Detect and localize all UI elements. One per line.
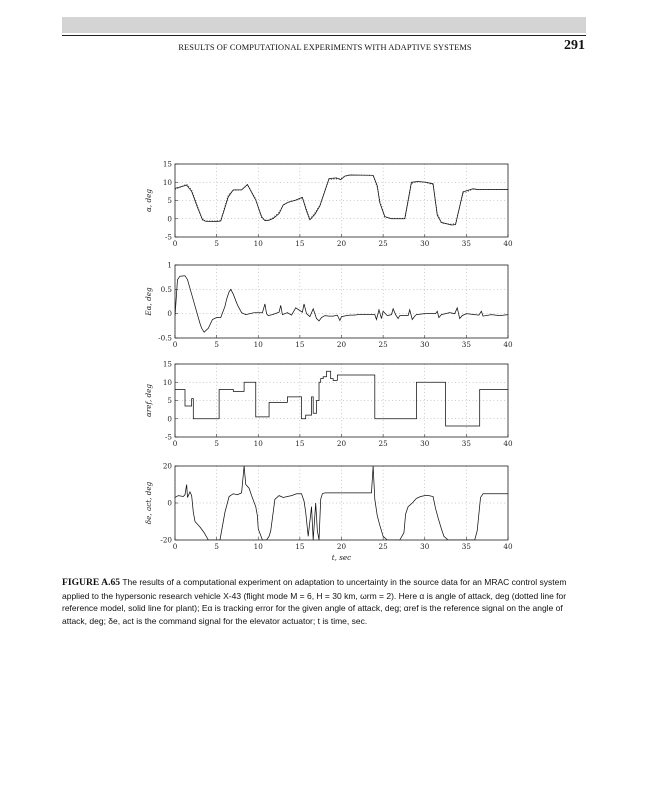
plot3-xtick-label: 0 — [172, 439, 178, 448]
plot2-xtick-label: 30 — [420, 340, 430, 349]
plot4-xtick-label: 30 — [420, 542, 430, 551]
plot3-xtick-label: 35 — [461, 439, 471, 448]
plot3-ytick-label: 10 — [162, 377, 172, 387]
plot1-xtick-label: 0 — [172, 239, 178, 248]
plot3-series-main — [175, 371, 508, 426]
page-number: 291 — [564, 38, 585, 53]
plot4-ytick-label: -20 — [160, 535, 172, 545]
plot2-ytick-label: 1 — [167, 260, 172, 270]
plot1-xtick-label: 20 — [336, 239, 347, 248]
plot2-xtick-label: 5 — [214, 340, 219, 349]
plot2-xtick-label: 20 — [336, 340, 347, 349]
plot1-xtick-label: 25 — [378, 239, 388, 248]
plot1-xtick-label: 10 — [253, 239, 263, 248]
plot1-ytick-label: 15 — [162, 159, 172, 169]
plot3-ytick-label: 5 — [167, 396, 172, 405]
plot4-ytick-label: 20 — [162, 461, 172, 471]
caption-label: FIGURE A.65 — [62, 577, 121, 588]
plot3-ytick-label: -5 — [164, 432, 172, 442]
plot1-ytick-label: 10 — [162, 177, 172, 187]
plot1-xtick-label: 35 — [461, 239, 471, 248]
plot2-xtick-label: 10 — [253, 340, 263, 349]
plot1-ytick-label: -5 — [164, 232, 172, 242]
plot3-xtick-label: 10 — [253, 439, 263, 448]
plot2-xtick-label: 0 — [172, 340, 178, 349]
plot1-ytick-label: 5 — [167, 196, 172, 205]
plot2-xtick-label: 35 — [461, 340, 471, 349]
plot1-xtick-label: 40 — [503, 239, 513, 248]
plot2-ylabel: Eα, deg — [144, 287, 153, 316]
plot2-xtick-label: 15 — [295, 340, 305, 349]
running-head: RESULTS OF COMPUTATIONAL EXPERIMENTS WITH ADAPTIVE SYSTEMS — [178, 43, 472, 52]
plot1-xtick-label: 5 — [214, 239, 219, 248]
plot3-ytick-label: 15 — [162, 359, 172, 369]
caption-text: The results of a computational experiment on adaptation to uncertainty in the source data for an MRAC control system applied to the hypersonic research vehicle X-43 (flight mode M = 6, H = 30 km, ωrm = 2). Here α is angle of attack, deg (dotted line for reference model, solid line for plant); Eα is tracking error for the given angle of attack, deg; αref is the reference signal on the angle of attack, deg; δe, act is the command signal for the elevator actuator; t is time, sec. — [62, 577, 567, 626]
plot4-xtick-label: 15 — [295, 542, 305, 551]
plot1-xtick-label: 15 — [295, 239, 305, 248]
figure-caption — [62, 576, 588, 627]
plot2-ytick-label: 0.5 — [160, 284, 172, 294]
plot2-ytick-label: -0.5 — [158, 333, 172, 343]
plot4-ytick-label: 0 — [167, 498, 172, 508]
plot4-xtick-label: 5 — [214, 542, 219, 551]
plot3-ylabel: αref, deg — [144, 384, 153, 417]
plot3-xtick-label: 30 — [420, 439, 430, 448]
plot4-xtick-label: 20 — [336, 542, 347, 551]
plot4-xtick-label: 25 — [378, 542, 388, 551]
plot4-xtick-label: 0 — [172, 542, 178, 551]
plot3-ytick-label: 0 — [167, 414, 172, 424]
plot3-xtick-label: 25 — [378, 439, 388, 448]
plot4-xlabel: t, sec — [331, 553, 352, 562]
plot3-xtick-label: 20 — [336, 439, 347, 448]
plot1-ylabel: α, deg — [144, 189, 153, 212]
plot4-xtick-label: 10 — [253, 542, 263, 551]
plot1-ytick-label: 0 — [167, 214, 172, 224]
plot2-ytick-label: 0 — [167, 309, 172, 319]
plot1-xtick-label: 30 — [420, 239, 430, 248]
plot4-ylabel: δe, act, deg — [144, 481, 153, 525]
plot4-xtick-label: 40 — [503, 542, 513, 551]
plot3-xtick-label: 15 — [295, 439, 305, 448]
plot4-xtick-label: 35 — [461, 542, 471, 551]
plot3-xtick-label: 5 — [214, 439, 219, 448]
plot2-xtick-label: 25 — [378, 340, 388, 349]
plot2-xtick-label: 40 — [503, 340, 513, 349]
plot3-xtick-label: 40 — [503, 439, 513, 448]
